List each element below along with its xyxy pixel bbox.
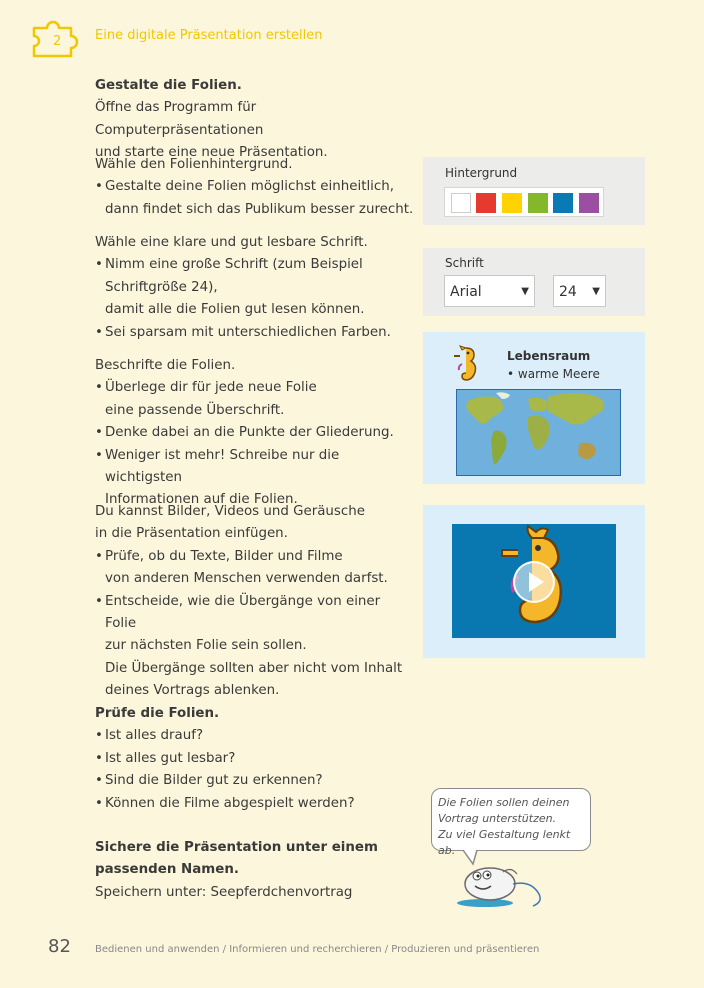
bullet-item: • Nimm eine große Schrift (zum Beispiel bbox=[95, 254, 415, 276]
bullet-item: • Sind die Bilder gut zu erkennen? bbox=[95, 770, 415, 792]
mouse-mascot-icon bbox=[455, 848, 550, 908]
bullet-item: • Gestalte deine Folien möglichst einheitlich, bbox=[95, 176, 415, 198]
bubble-line: Zu viel Gestaltung lenkt ab. bbox=[438, 828, 571, 857]
swatch-green[interactable] bbox=[528, 193, 548, 213]
text-line: in die Präsentation einfügen. bbox=[95, 526, 288, 542]
dropdown-arrow-icon: ▼ bbox=[592, 286, 600, 297]
bullet-item: • Prüfe, ob du Texte, Bilder und Filme bbox=[95, 546, 415, 568]
bullet-continuation: von anderen Menschen verwenden darfst. bbox=[105, 571, 388, 587]
section-hintergrund bbox=[95, 154, 415, 221]
font-family-select[interactable] bbox=[444, 275, 535, 307]
text-line: Öffne das Programm für Computerpräsentationen bbox=[95, 100, 264, 138]
section-schrift bbox=[95, 232, 415, 344]
text-line: und starte eine neue Präsentation. bbox=[95, 145, 328, 161]
bullet-item: • Sei sparsam mit unterschiedlichen Farben. bbox=[95, 322, 415, 344]
bullet-continuation: dann findet sich das Publikum besser zurecht. bbox=[105, 201, 414, 217]
bullet-continuation: eine passende Überschrift. bbox=[105, 402, 285, 418]
bullet-continuation: zur nächsten Folie sein sollen. bbox=[105, 638, 307, 654]
seahorse-icon bbox=[452, 344, 482, 386]
section-heading: Prüfe die Folien. bbox=[95, 706, 220, 721]
section-medien bbox=[95, 501, 415, 703]
font-family-value: Arial bbox=[450, 284, 482, 300]
font-size-value: 24 bbox=[559, 284, 577, 300]
bullet-item: • Denke dabei an die Punkte der Gliederung. bbox=[95, 422, 415, 444]
slide-bullet bbox=[507, 367, 600, 381]
text-line: Speichern unter: Seepferdchenvortrag bbox=[95, 884, 353, 900]
bullet-item: • Überlege dir für jede neue Folie bbox=[95, 377, 415, 399]
badge-number: 2 bbox=[53, 34, 62, 49]
swatch-white[interactable] bbox=[451, 193, 471, 213]
font-size-select[interactable] bbox=[553, 275, 606, 307]
bullet-item: • Können die Filme abgespielt werden? bbox=[95, 793, 415, 815]
section-heading: Gestalte die Folien. bbox=[95, 78, 242, 93]
slide-title: Lebensraum bbox=[507, 349, 591, 363]
play-icon bbox=[515, 563, 553, 601]
speech-bubble bbox=[431, 788, 591, 857]
section-gestalten bbox=[95, 75, 415, 165]
color-swatch-row bbox=[444, 187, 604, 217]
section-heading: passenden Namen. bbox=[95, 862, 239, 878]
swatch-yellow[interactable] bbox=[502, 193, 522, 213]
section-heading: Sichere die Präsentation unter einem bbox=[95, 840, 378, 855]
text-line: Beschrifte die Folien. bbox=[95, 358, 236, 373]
section-pruefen bbox=[95, 703, 415, 815]
slide-bullet-text: warme Meere bbox=[517, 367, 600, 381]
bullet-continuation: damit alle die Folien gut lesen können. bbox=[105, 302, 365, 318]
video-player[interactable] bbox=[452, 524, 616, 638]
text-line: Wähle eine klare und gut lesbare Schrift. bbox=[95, 235, 368, 250]
puzzle-icon bbox=[30, 14, 82, 58]
font-label: Schrift bbox=[445, 256, 484, 270]
footer-breadcrumb: Bedienen und anwenden / Informieren und recherchieren / Produzieren und präsentieren bbox=[95, 944, 540, 955]
bubble-line: Vortrag unterstützen. bbox=[438, 812, 557, 825]
bullet-item: • Weniger ist mehr! Schreibe nur die wichtigsten bbox=[95, 445, 415, 490]
text-line: Wähle den Folienhintergrund. bbox=[95, 157, 293, 172]
world-map-image bbox=[456, 389, 621, 476]
bullet-item: • Entscheide, wie die Übergänge von einer Folie bbox=[95, 591, 415, 636]
swatch-red[interactable] bbox=[476, 193, 496, 213]
section-speichern bbox=[95, 837, 415, 904]
background-label: Hintergrund bbox=[445, 166, 518, 180]
dropdown-arrow-icon: ▼ bbox=[521, 286, 529, 297]
swatch-blue[interactable] bbox=[553, 193, 573, 213]
text-line: Du kannst Bilder, Videos und Geräusche bbox=[95, 504, 365, 519]
bullet-continuation: Schriftgröße 24), bbox=[105, 279, 218, 295]
bullet-continuation: deines Vortrags ablenken. bbox=[105, 683, 280, 699]
bubble-line: Die Folien sollen deinen bbox=[438, 796, 570, 809]
swatch-purple[interactable] bbox=[579, 193, 599, 213]
bullet-continuation: Die Übergänge sollten aber nicht vom Inhalt bbox=[105, 660, 403, 676]
bullet-dot: • bbox=[507, 367, 518, 381]
page-title: Eine digitale Präsentation erstellen bbox=[95, 28, 323, 43]
page-number: 82 bbox=[48, 936, 71, 957]
bullet-item: • Ist alles gut lesbar? bbox=[95, 748, 415, 770]
bullet-item: • Ist alles drauf? bbox=[95, 725, 415, 747]
section-beschriften bbox=[95, 355, 415, 512]
play-button[interactable] bbox=[513, 561, 555, 603]
bullet-continuation: Informationen auf die Folien. bbox=[105, 492, 298, 508]
